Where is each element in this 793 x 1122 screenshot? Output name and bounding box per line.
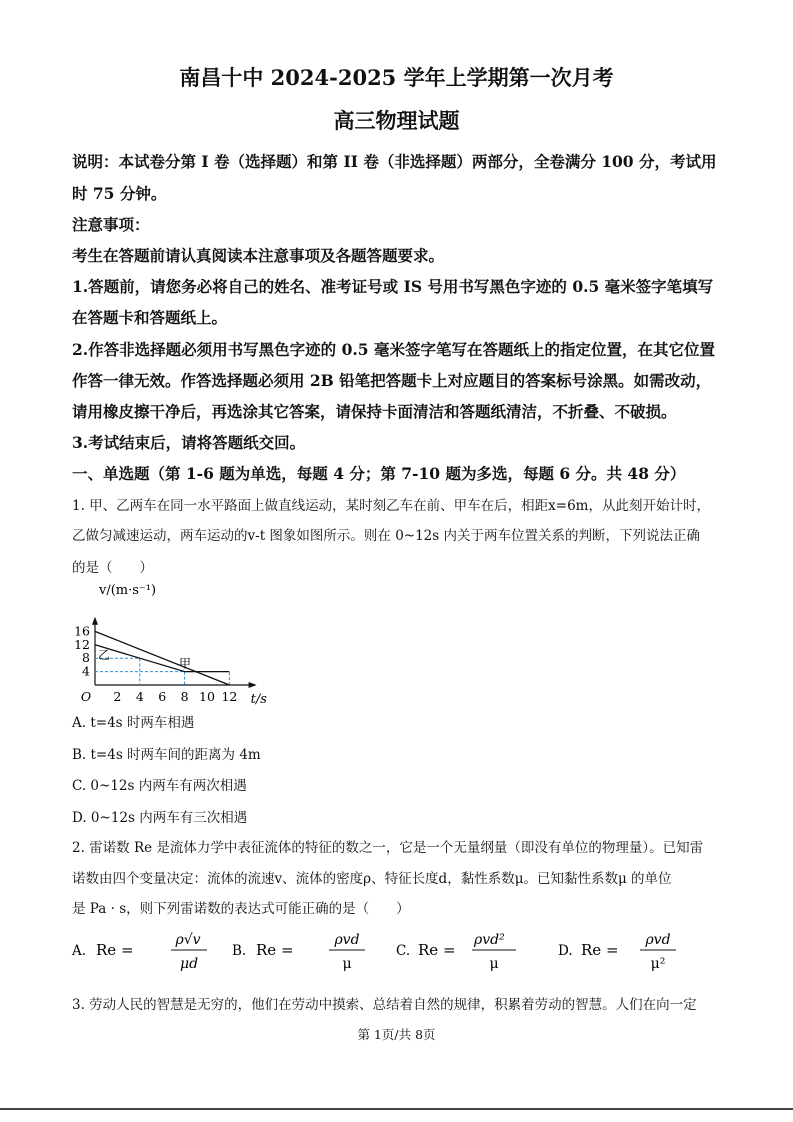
q2-option-a — [70, 928, 220, 976]
option-label: B. — [232, 943, 247, 959]
instruction-line: 时 75 分钟。 — [72, 184, 167, 203]
section-heading: 一、单选题（第 1-6 题为单选，每题 4 分；第 7-10 题为多选，每题 6 分。共 48 分） — [72, 464, 686, 483]
question-text: 乙做匀减速运动，两车运动的v-t 图象如图所示。则在 0~12s 内关于两车位置关系的判断，下列说法正确 — [72, 528, 700, 544]
series-label: 乙 — [98, 648, 111, 663]
y-axis-label: v/(m·s⁻¹) — [99, 583, 157, 598]
instruction-line: 考生在答题前请认真阅读本注意事项及各题答题要求。 — [72, 246, 445, 265]
q2-option-d — [556, 928, 696, 976]
option-label: D. — [558, 943, 573, 959]
q2-option-b — [230, 928, 370, 976]
y-tick-label: 16 — [74, 623, 90, 639]
instruction-line: 请用橡皮擦干净后，再选涂其它答案，请保持卡面清洁和答题纸清洁，不折叠、不破损。 — [72, 402, 677, 421]
vt-graph — [60, 578, 267, 707]
formula-lhs: Re = — [581, 941, 619, 959]
y-axis-arrow — [92, 617, 98, 625]
x-tick-label: 10 — [199, 689, 215, 704]
formula-denominator: μd — [179, 956, 199, 972]
formula-lhs: Re = — [418, 941, 456, 959]
origin-label: O — [80, 689, 92, 704]
x-tick-label: 8 — [180, 689, 189, 704]
option-d: D. 0~12s 内两车有三次相遇 — [72, 810, 248, 826]
x-tick-label: 6 — [158, 689, 167, 704]
option-label: A. — [72, 943, 87, 959]
y-tick-label: 12 — [74, 636, 90, 652]
formula-numerator: ρvd — [645, 932, 671, 948]
formula-denominator: μ — [342, 956, 352, 972]
page-number: 第 1页/共 8页 — [357, 1027, 436, 1042]
question-text: 3. 劳动人民的智慧是无穷的，他们在劳动中摸索、总结着自然的规律，积累着劳动的智慧。人们在向一定 — [72, 997, 697, 1013]
instruction-line: 2.作答非选择题必须用书写黑色字迹的 0.5 毫米签字笔写在答题纸上的指定位置，在其它位置 — [72, 340, 715, 359]
formula-numerator: ρvd — [334, 932, 360, 948]
question-text: 2. 雷诺数 Re 是流体力学中表征流体的特征的数之一，它是一个无量纲量（即没有单位的物理量）。已知雷 — [72, 840, 704, 856]
option-a: A. t=4s 时两车相遇 — [72, 715, 195, 731]
instruction-line: 说明：本试卷分第 I 卷（选择题）和第 II 卷（非选择题）两部分，全卷满分 100 分，考试用 — [72, 152, 717, 171]
x-axis-label: t/s — [250, 692, 267, 707]
formula-numerator: ρ√v — [175, 932, 201, 948]
instruction-line: 1.答题前，请您务必将自己的姓名、准考证号或 IS 号用书写黑色字迹的 0.5 毫米签字笔填写 — [72, 277, 714, 296]
page-bottom-rule — [0, 1108, 793, 1110]
option-b: B. t=4s 时两车间的距离为 4m — [72, 747, 261, 763]
question-text: 的是（ ） — [72, 560, 153, 576]
option-label: C. — [396, 943, 411, 959]
series-label: 甲 — [179, 656, 192, 671]
formula-lhs: Re = — [96, 941, 134, 959]
q2-option-c — [394, 928, 534, 976]
exam-title: 南昌十中 2024-2025 学年上学期第一次月考 — [179, 65, 614, 90]
formula-denominator: μ — [489, 956, 499, 972]
x-axis-arrow — [249, 682, 257, 688]
formula-lhs: Re = — [256, 941, 294, 959]
y-tick-label: 8 — [82, 650, 90, 666]
formula-denominator: μ² — [650, 956, 666, 972]
formula-numerator: ρvd² — [474, 932, 505, 948]
guide-dashed-line — [95, 672, 229, 685]
x-tick-label: 4 — [135, 689, 144, 704]
exam-subtitle: 高三物理试题 — [333, 108, 460, 133]
y-tick-label: 4 — [82, 663, 90, 679]
question-text: 是 Pa · s，则下列雷诺数的表达式可能正确的是（ ） — [72, 901, 410, 917]
x-tick-label: 2 — [113, 689, 122, 704]
question-text: 诺数由四个变量决定：流体的流速v、流体的密度ρ、特征长度d，黏性系数μ。已知黏性系数μ 的单位 — [72, 871, 672, 887]
instruction-line: 作答一律无效。作答选择题必须用 2B 铅笔把答题卡上对应题目的答案标号涂黑。如需改动， — [72, 371, 712, 390]
instruction-line: 在答题卡和答题纸上。 — [72, 308, 228, 327]
option-c: C. 0~12s 内两车有两次相遇 — [72, 778, 247, 794]
notice-heading: 注意事项： — [72, 215, 150, 234]
question-text: 1. 甲、乙两车在同一水平路面上做直线运动，某时刻乙车在前、甲车在后，相距x=6m，从此刻开始计时， — [72, 498, 710, 514]
instruction-line: 3.考试结束后，请将答题纸交回。 — [72, 433, 306, 452]
x-tick-label: 12 — [221, 689, 238, 704]
